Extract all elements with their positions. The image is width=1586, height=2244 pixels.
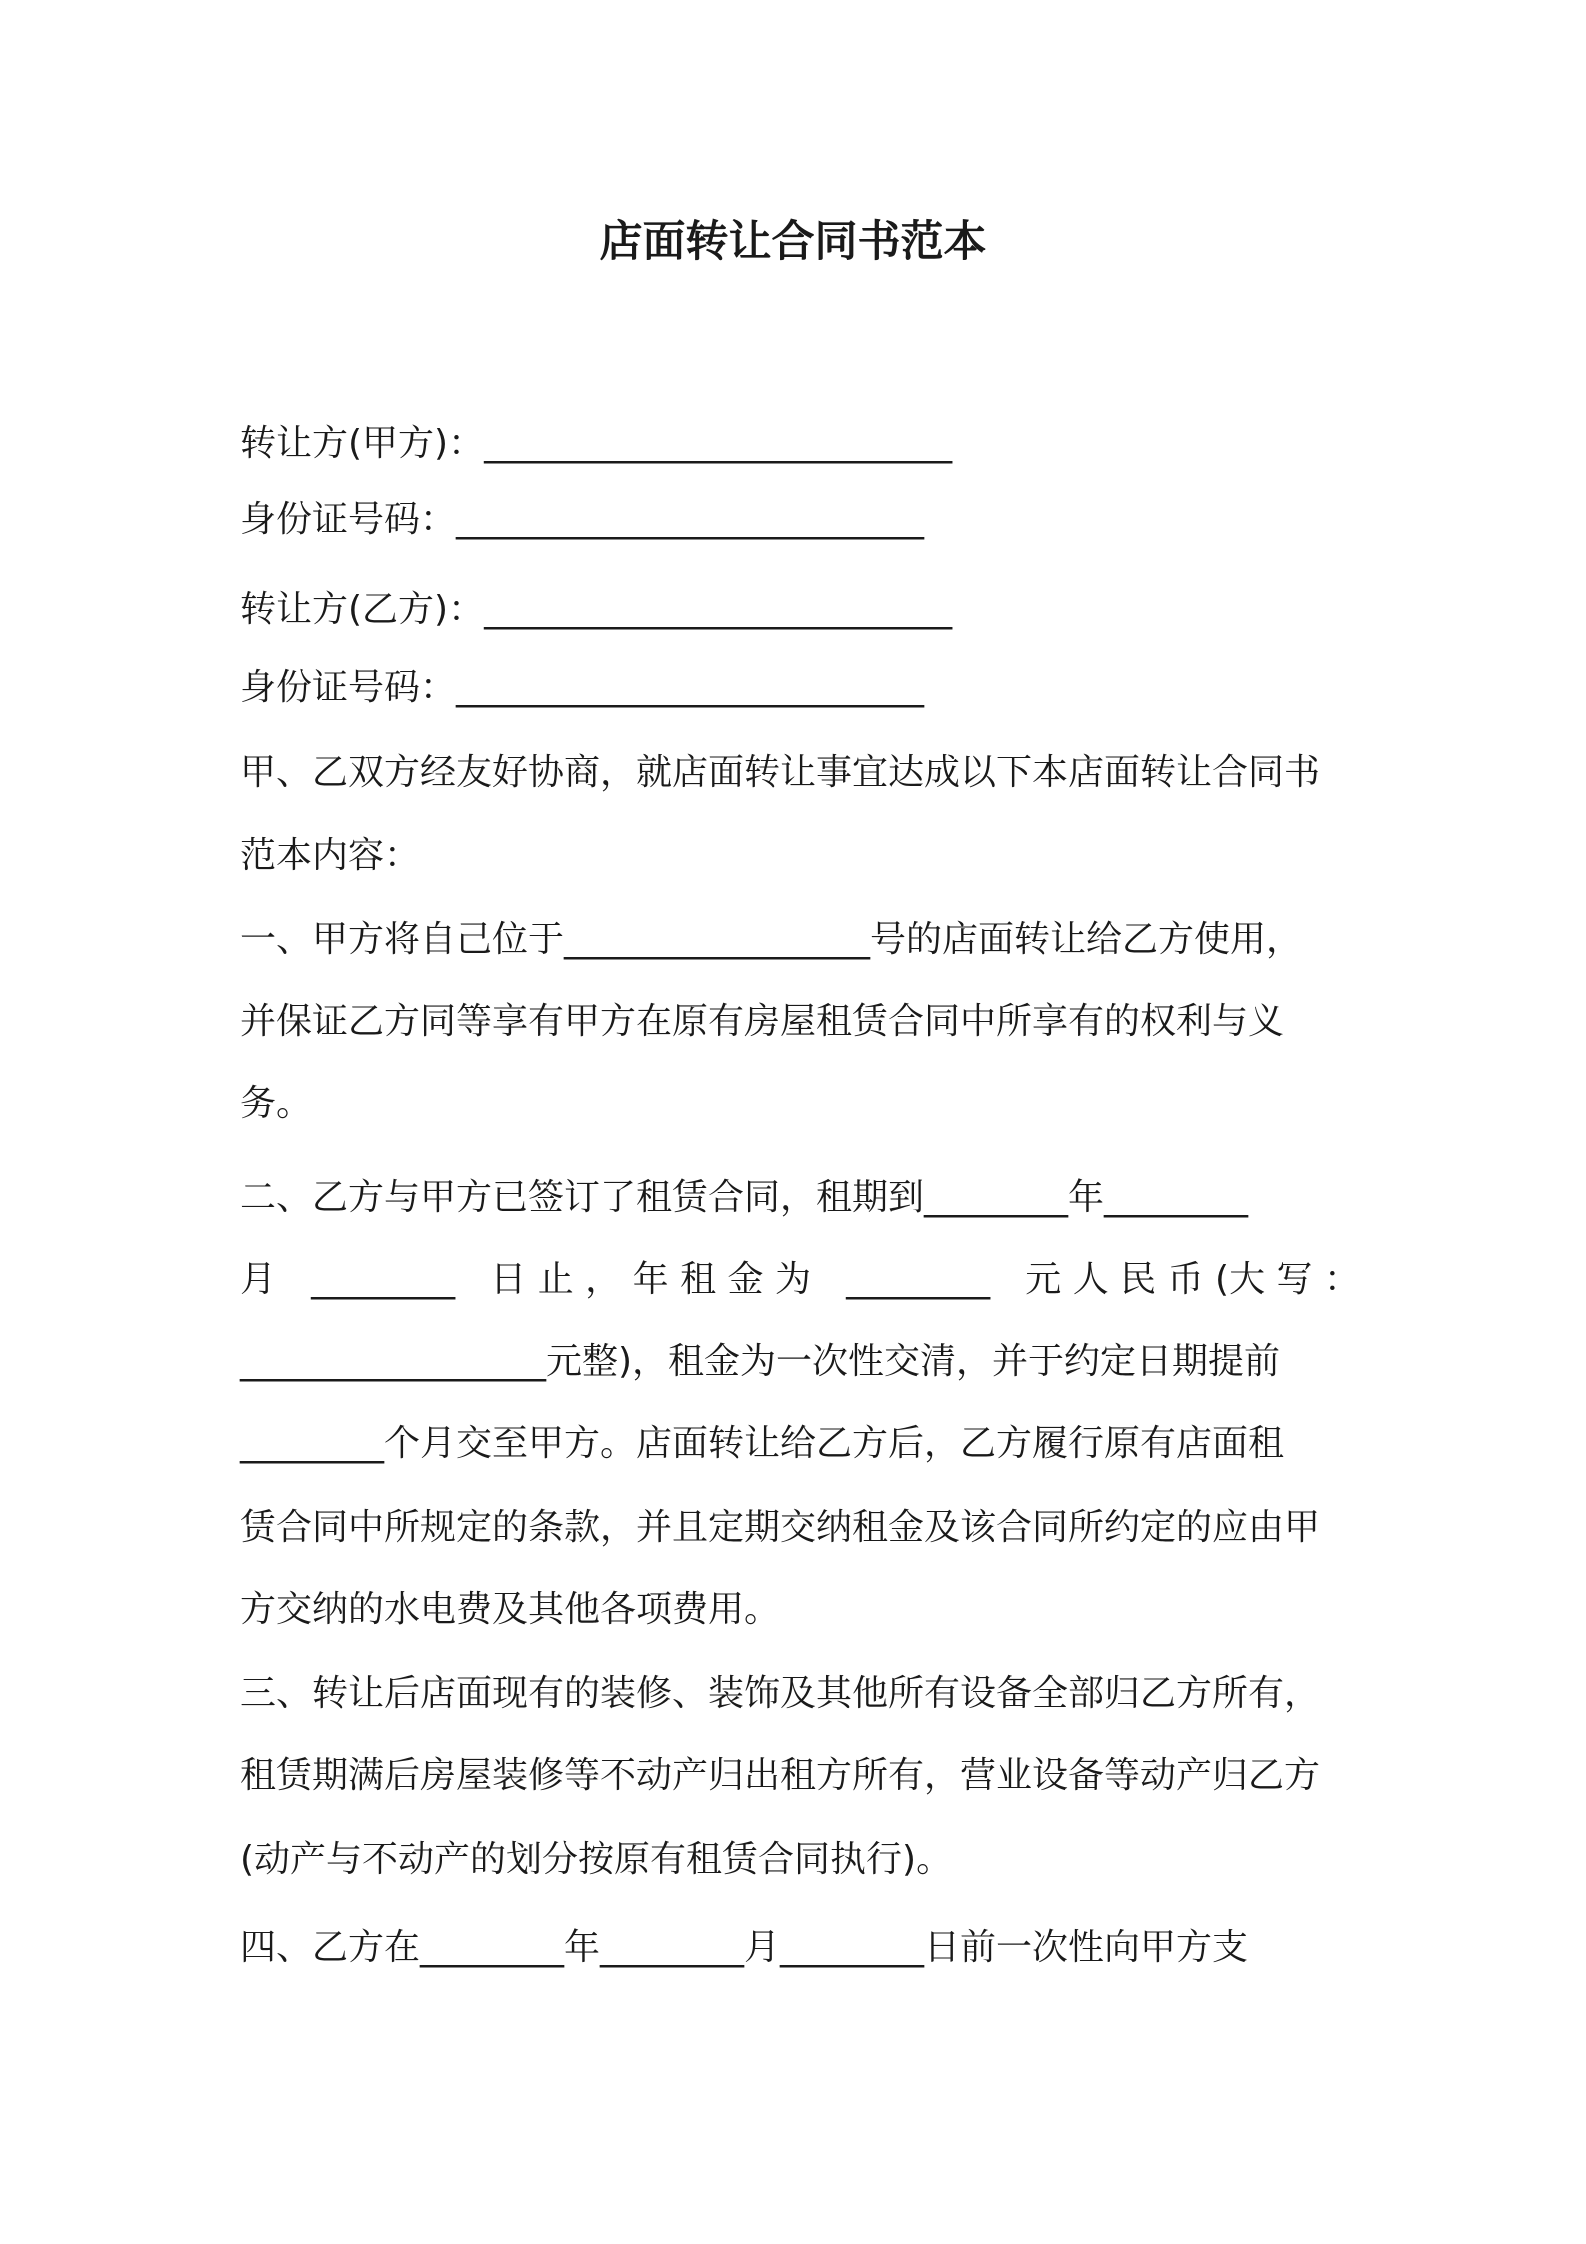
clause-2-year: 年 bbox=[1068, 1177, 1105, 1218]
clause-2-line-6: 方交纳的水电费及其他各项费用。 bbox=[240, 1589, 781, 1630]
document-title: 店面转让合同书范本 bbox=[599, 217, 987, 267]
clause-4-line-1 bbox=[240, 1920, 1360, 1976]
party-b-field bbox=[240, 582, 1360, 638]
clause-2-prefix: 二、乙方与甲方已签订了租赁合同，租期到 bbox=[240, 1177, 925, 1218]
clause-2-day-blank: ________ bbox=[311, 1259, 456, 1300]
clause-2-line-5: 赁合同中所规定的条款，并且定期交纳租金及该合同所约定的应由甲 bbox=[240, 1507, 1321, 1548]
clause-1-location-blank: _________________ bbox=[564, 919, 871, 960]
clause-2-month: 月 bbox=[240, 1259, 277, 1300]
clause-2-line-3-suffix: 元整)，租金为一次性交清，并于约定日期提前 bbox=[546, 1341, 1281, 1382]
clause-2-line-1 bbox=[240, 1170, 1360, 1226]
party-a-blank: __________________________ bbox=[484, 423, 953, 464]
party-a-label: 转让方(甲方)： bbox=[240, 423, 485, 464]
clause-2-year-blank: ________ bbox=[924, 1177, 1069, 1218]
intro-line-1: 甲、乙双方经友好协商，就店面转让事宜达成以下本店面转让合同书 bbox=[240, 752, 1321, 793]
clause-4-suffix: 日前一次性向甲方支 bbox=[924, 1927, 1249, 1968]
clause-1-line-3: 务。 bbox=[240, 1083, 313, 1124]
party-b-id-label: 身份证号码： bbox=[240, 667, 457, 708]
clause-4-prefix: 四、乙方在 bbox=[240, 1927, 421, 1968]
clause-2-month-blank: ________ bbox=[1104, 1177, 1249, 1218]
clause-2-currency: 元 人 民 币 (大 写 ： bbox=[1025, 1259, 1360, 1300]
party-a-id-label: 身份证号码： bbox=[240, 499, 457, 540]
clause-1-prefix: 一、甲方将自己位于 bbox=[240, 919, 565, 960]
clause-2-capital-blank: _________________ bbox=[240, 1341, 546, 1382]
clause-3-line-3: (动产与不动产的划分按原有租赁合同执行)。 bbox=[240, 1839, 953, 1880]
clause-4-year: 年 bbox=[564, 1927, 601, 1968]
clause-4-month: 月 bbox=[744, 1927, 781, 1968]
party-b-id-blank: __________________________ bbox=[456, 667, 925, 708]
clause-3-line-2: 租赁期满后房屋装修等不动产归出租方所有，营业设备等动产归乙方 bbox=[240, 1755, 1321, 1796]
clause-2-line-3 bbox=[240, 1334, 1360, 1390]
clause-2-day-rent: 日 止 ， 年 租 金 为 bbox=[490, 1259, 811, 1300]
clause-1-line-2: 并保证乙方同等享有甲方在原有房屋租赁合同中所享有的权利与义 bbox=[240, 1001, 1285, 1042]
party-a-id-blank: __________________________ bbox=[456, 499, 925, 540]
clause-4-month-blank: ________ bbox=[600, 1927, 745, 1968]
party-b-id-field bbox=[240, 660, 1360, 716]
intro-line-2: 范本内容： bbox=[240, 835, 421, 876]
clause-1-line-1 bbox=[240, 912, 1360, 968]
clause-2-line-4-suffix: 个月交至甲方。店面转让给乙方后，乙方履行原有店面租 bbox=[384, 1423, 1285, 1464]
party-a-id-field bbox=[240, 492, 1360, 548]
party-a-field bbox=[240, 416, 1360, 472]
party-b-blank: __________________________ bbox=[484, 589, 953, 630]
clause-2-line-2 bbox=[240, 1252, 1360, 1308]
clause-4-day-blank: ________ bbox=[780, 1927, 925, 1968]
clause-2-months-blank: ________ bbox=[240, 1423, 384, 1464]
clause-2-line-4 bbox=[240, 1416, 1360, 1472]
clause-4-year-blank: ________ bbox=[420, 1927, 565, 1968]
clause-3-line-1: 三、转让后店面现有的装修、装饰及其他所有设备全部归乙方所有， bbox=[240, 1673, 1321, 1714]
clause-1-suffix: 号的店面转让给乙方使用， bbox=[870, 919, 1303, 960]
party-b-label: 转让方(乙方)： bbox=[240, 589, 485, 630]
clause-2-rent-blank: ________ bbox=[846, 1259, 991, 1300]
